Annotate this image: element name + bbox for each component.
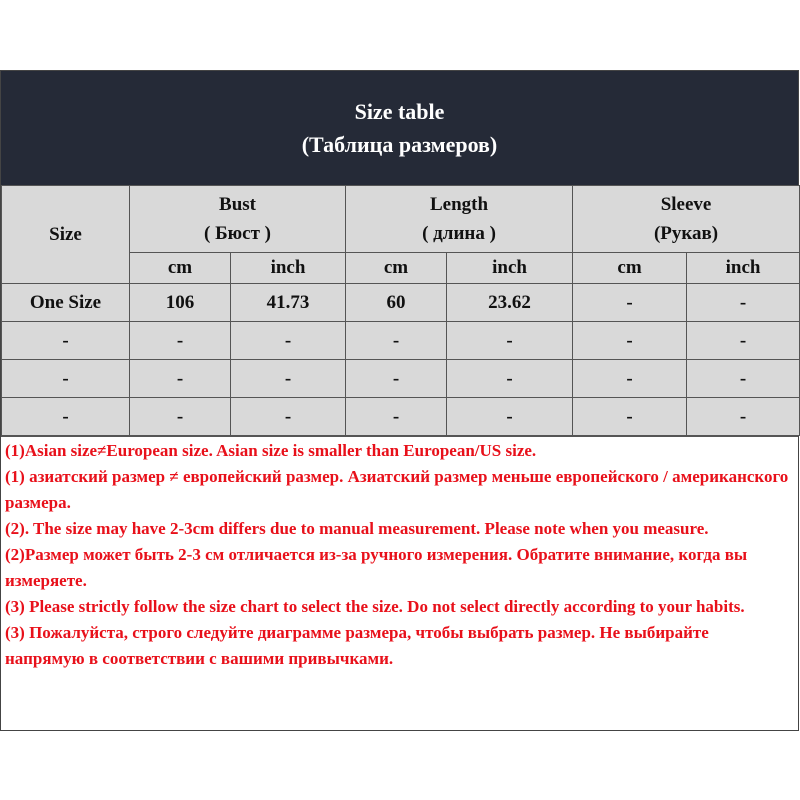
value-cell: - bbox=[447, 322, 573, 360]
note-item: (2). The size may have 2-3cm differs due to manual measurement. Please note when you measure. bbox=[5, 519, 709, 538]
value-cell: - bbox=[573, 360, 687, 398]
size-cell: - bbox=[2, 398, 130, 436]
note-item: (1) азиатский размер ≠ европейский размер. Азиатский размер меньше европейского / американского размера. bbox=[5, 467, 789, 512]
value-cell: - bbox=[231, 398, 346, 436]
group-header-bust bbox=[130, 186, 346, 253]
group-sub: ( Бюст ) bbox=[204, 223, 272, 244]
note-item: (1)Asian size≠European size. Asian size is smaller than European/US size. bbox=[5, 441, 537, 460]
value-cell: - bbox=[447, 398, 573, 436]
size-notes bbox=[1, 436, 798, 672]
value-cell: - bbox=[687, 360, 800, 398]
value-cell: 60 bbox=[346, 284, 447, 322]
value-cell: 106 bbox=[130, 284, 231, 322]
table-row bbox=[2, 360, 800, 398]
group-name: Bust bbox=[219, 194, 256, 215]
note-item: (2)Размер может быть 2-3 см отличается из-за ручного измерения. Обратите внимание, когда вы измеряете. bbox=[5, 545, 748, 590]
value-cell: - bbox=[231, 360, 346, 398]
group-name: Length bbox=[429, 194, 489, 215]
header-row-groups bbox=[2, 186, 800, 253]
value-cell: - bbox=[346, 322, 447, 360]
value-cell: 23.62 bbox=[447, 284, 573, 322]
table-row bbox=[2, 284, 800, 322]
value-cell: - bbox=[687, 284, 800, 322]
unit-header: cm bbox=[130, 253, 231, 284]
group-name: Sleeve bbox=[660, 194, 712, 215]
note-item: (3) Пожалуйста, строго следуйте диаграмме размера, чтобы выбрать размер. Не выбирайте напрямую в соответствии с вашими привычками. bbox=[5, 623, 709, 668]
value-cell: - bbox=[687, 398, 800, 436]
group-header-length bbox=[346, 186, 573, 253]
value-cell: - bbox=[573, 284, 687, 322]
table-row bbox=[2, 398, 800, 436]
group-sub: (Рукав) bbox=[653, 223, 719, 244]
value-cell: - bbox=[573, 322, 687, 360]
unit-header: inch bbox=[687, 253, 800, 284]
size-cell: - bbox=[2, 322, 130, 360]
title-line-2: (Таблица размеров) bbox=[301, 132, 498, 157]
value-cell: - bbox=[447, 360, 573, 398]
unit-header: inch bbox=[447, 253, 573, 284]
size-cell: One Size bbox=[2, 284, 130, 322]
value-cell: 41.73 bbox=[231, 284, 346, 322]
value-cell: - bbox=[130, 322, 231, 360]
size-table bbox=[1, 185, 800, 436]
value-cell: - bbox=[346, 398, 447, 436]
unit-header: cm bbox=[346, 253, 447, 284]
size-column-header: Size bbox=[2, 186, 130, 284]
value-cell: - bbox=[573, 398, 687, 436]
unit-header: cm bbox=[573, 253, 687, 284]
size-table-sheet bbox=[0, 70, 799, 731]
value-cell: - bbox=[687, 322, 800, 360]
title-banner bbox=[1, 71, 798, 185]
unit-header: inch bbox=[231, 253, 346, 284]
group-sub: ( длина ) bbox=[422, 223, 496, 244]
value-cell: - bbox=[346, 360, 447, 398]
group-header-sleeve bbox=[573, 186, 800, 253]
title-line-1: Size table bbox=[354, 99, 445, 124]
value-cell: - bbox=[130, 398, 231, 436]
value-cell: - bbox=[130, 360, 231, 398]
note-item: (3) Please strictly follow the size chart to select the size. Do not select directly according to your habits. bbox=[5, 597, 745, 616]
table-row bbox=[2, 322, 800, 360]
size-cell: - bbox=[2, 360, 130, 398]
value-cell: - bbox=[231, 322, 346, 360]
